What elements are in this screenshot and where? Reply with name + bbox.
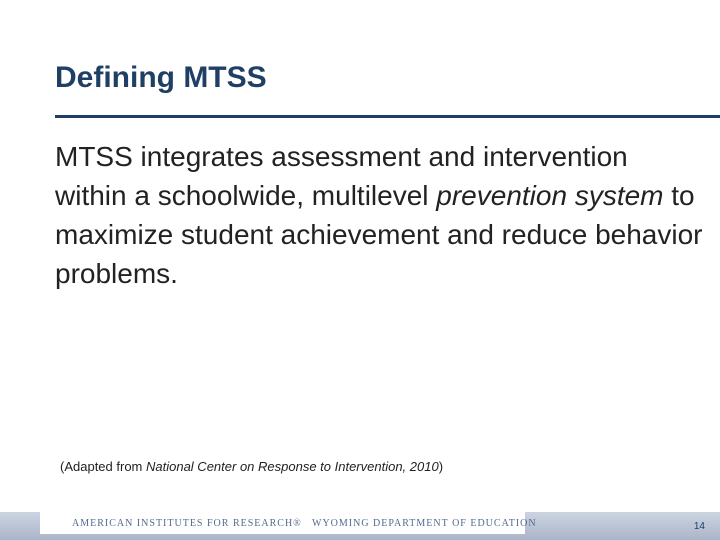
title-divider bbox=[55, 115, 720, 118]
citation-source: National Center on Response to Intervention, 2010 bbox=[146, 459, 439, 474]
citation-prefix: (Adapted from bbox=[60, 459, 146, 474]
citation-suffix: ) bbox=[438, 459, 444, 474]
air-logo-text: AMERICAN INSTITUTES FOR RESEARCH® bbox=[72, 518, 302, 529]
body-text-part2: to maximize student achievement and reduce behavior problems. bbox=[55, 180, 703, 289]
footer-logo-strip bbox=[40, 512, 537, 534]
body-text-part1: MTSS integrates assessment and intervention within a schoolwide, multilevel bbox=[55, 141, 628, 211]
wde-logo-text: WYOMING DEPARTMENT OF EDUCATION bbox=[312, 518, 537, 529]
footer-bar bbox=[0, 512, 720, 540]
body-paragraph bbox=[55, 137, 705, 293]
slide-title: Defining MTSS bbox=[55, 61, 267, 94]
page-number: 14 bbox=[693, 521, 705, 532]
body-emphasis: prevention system bbox=[436, 180, 664, 211]
citation bbox=[60, 459, 443, 474]
